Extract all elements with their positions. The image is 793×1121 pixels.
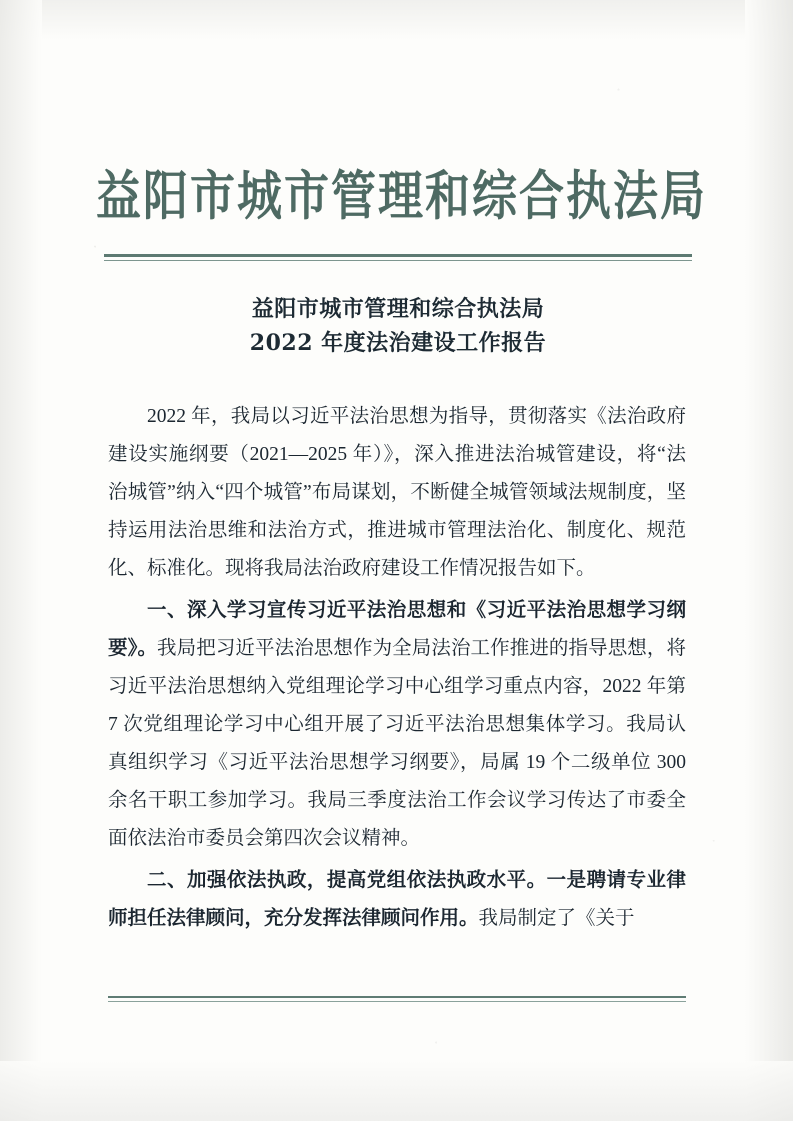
paragraph-3 xyxy=(108,862,686,938)
paragraph-2 xyxy=(108,592,686,858)
paragraph-3-rest: 我局制定了《关于 xyxy=(478,908,635,929)
footer-rule-thick xyxy=(108,996,686,998)
document-body xyxy=(108,398,686,938)
paragraph-2-rest: 我局把习近平法治思想作为全局法治工作推进的指导思想，将习近平法治思想纳入党组理论学习中心组学习重点内容，2022 年第 7 次党组理论学习中心组开展了习近平法治思想集体学习。我局认真组织学习《习近平法治思想学习纲要》，局属 19 个二级单位 300 余名干职工参加学习。我局三季度法治工作会议学习传达了市委全面依法治市委员会第四次会议精神。 xyxy=(108,638,686,849)
footer-rule-thin xyxy=(108,1001,686,1002)
paragraph-2-bold-lead: 一、深入学习宣传习近平法治思想和《习近平法治思想学习纲要》。 xyxy=(108,600,686,659)
paragraph-3-bold-lead: 二、加强依法执政，提高党组依法执政水平。一是聘请专业律师担任法律顾问，充分发挥法律顾问作用。 xyxy=(108,870,686,929)
masthead-rule-thin xyxy=(104,260,692,261)
paragraph-1: 2022 年，我局以习近平法治思想为指导，贯彻落实《法治政府建设实施纲要（2021—2025 年）》，深入推进法治城管建设，将“法治城管”纳入“四个城管”布局谋划，不断健全城管领域法规制度，坚持运用法治思维和法治方式，推进城市管理法治化、制度化、规范化、标准化。现将我局法治政府建设工作情况报告如下。 xyxy=(108,406,686,579)
document-heading xyxy=(120,292,676,360)
heading-line-2: 2022 年度法治建设工作报告 xyxy=(249,330,547,356)
heading-line-1: 益阳市城市管理和综合执法局 xyxy=(251,296,545,322)
masthead xyxy=(96,164,708,227)
masthead-rule-thick xyxy=(104,254,692,257)
masthead-organization-title: 益阳市城市管理和综合执法局 xyxy=(96,164,708,227)
